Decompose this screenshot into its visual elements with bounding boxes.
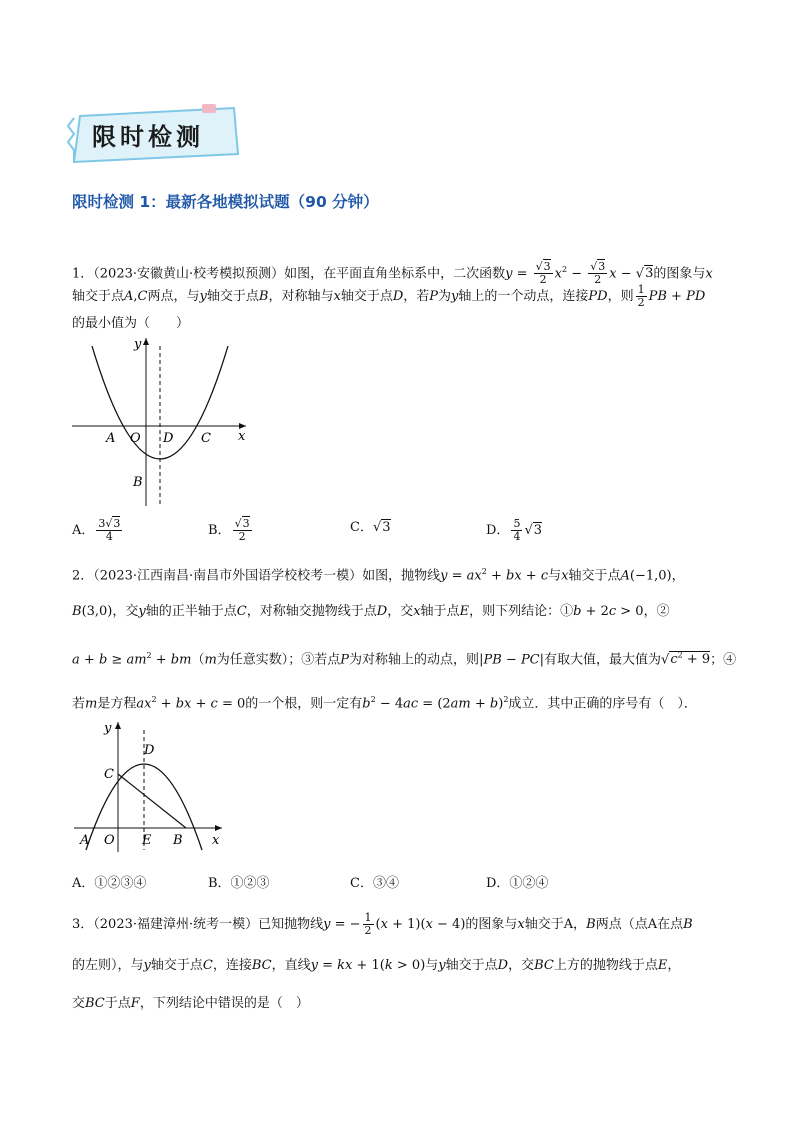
q3-line1: 3．（2023·福建漳州·统考一模）已知抛物线y = − $\frac{1}{2}$ (x + 1)(x − 4)的图象与x轴交于A，B两点（点A在点B bbox=[72, 911, 693, 937]
clip-icon bbox=[202, 104, 216, 113]
label-C: C bbox=[201, 431, 211, 446]
segment-CB bbox=[118, 774, 186, 828]
x-axis-arrow-icon bbox=[215, 825, 222, 831]
label-E: E bbox=[142, 833, 152, 848]
label-x: x bbox=[238, 429, 246, 444]
q1-option-c[interactable]: C．√3 bbox=[350, 520, 391, 535]
label-B: B bbox=[133, 475, 143, 490]
q2-line3: $a + b \ge am^2 + bm(m$为任意实数）；③若点P为对称轴上的动点，则|PB − PC|有取大值，最大值为$√c^2 + 9$；④ bbox=[72, 651, 737, 668]
q2-figure bbox=[72, 718, 232, 854]
label-B: B bbox=[173, 833, 183, 848]
q1-line3: 的最小值为（ ） bbox=[72, 316, 190, 331]
q2-option-d[interactable]: D．①②④ bbox=[486, 876, 549, 891]
q2-line1: 2．（2023·江西南昌·南昌市外国语学校校考一模）如图，抛物线$y = ax^2$ + bx + c与x轴交于点A(−1,0)， bbox=[72, 567, 685, 584]
label-D: D bbox=[144, 743, 155, 758]
q2-option-a[interactable]: A．①②③④ bbox=[72, 876, 147, 891]
section-title: 限时检测 1：最新各地模拟试题（90 分钟） bbox=[72, 193, 379, 211]
q1-option-a[interactable]: A． $\frac{3√3}{4}$ bbox=[72, 517, 121, 543]
label-y: y bbox=[134, 337, 142, 352]
q3-line3: 交BC于点F，下列结论中错误的是（ ） bbox=[72, 996, 309, 1011]
label-A: A bbox=[106, 431, 116, 446]
label-O: O bbox=[130, 431, 141, 446]
q2-line4: 若m是方程$ax^2$ + bx + c = 0的一个根，则一定有$b^2 - 4ac = (2am + b)^2$成立．其中正确的序号有（ ）． bbox=[72, 695, 697, 712]
label-C: C bbox=[104, 767, 114, 782]
y-axis-arrow-icon bbox=[143, 338, 149, 345]
q2-option-b[interactable]: B．①②③ bbox=[208, 876, 270, 891]
q3-line2: 的左则），与y轴交于点C，连接BC，直线y = kx + 1(k > 0)与y轴交于点D，交BC上方的抛物线于点E， bbox=[72, 958, 681, 973]
q2-line2: B(3,0)，交y轴的正半轴于点C，对称轴交抛物线于点D，交x轴于点E，则下列结论：①b + 2c > 0，② bbox=[72, 604, 670, 619]
label-O: O bbox=[104, 833, 115, 848]
banner-title: 限时检测 bbox=[92, 123, 204, 151]
q2-option-c[interactable]: C．③④ bbox=[350, 876, 399, 891]
q1-line2: 轴交于点A,C两点，与y轴交于点B，对称轴与x轴交于点D，若P为y轴上的一个动点，连接PD，则 $\frac{1}{2}$ PB + PD bbox=[72, 283, 706, 309]
y-axis-arrow-icon bbox=[115, 722, 121, 729]
q1-figure bbox=[70, 336, 250, 508]
label-x: x bbox=[212, 833, 220, 848]
label-A: A bbox=[80, 833, 90, 848]
label-y: y bbox=[104, 721, 112, 736]
label-D: D bbox=[163, 431, 174, 446]
q1-option-d[interactable]: D． $\frac{5}{4}$ √3 bbox=[486, 517, 543, 543]
q1-line1: 1．（2023·安徽黄山·校考模拟预测）如图，在平面直角坐标系中，二次函数y = $\frac{√3}{2}$ $x^2$ − $\frac{√3}{2}$ x − √3的图象与x bbox=[72, 260, 713, 287]
q1-option-b[interactable]: B． $\frac{√3}{2}$ bbox=[208, 517, 250, 543]
